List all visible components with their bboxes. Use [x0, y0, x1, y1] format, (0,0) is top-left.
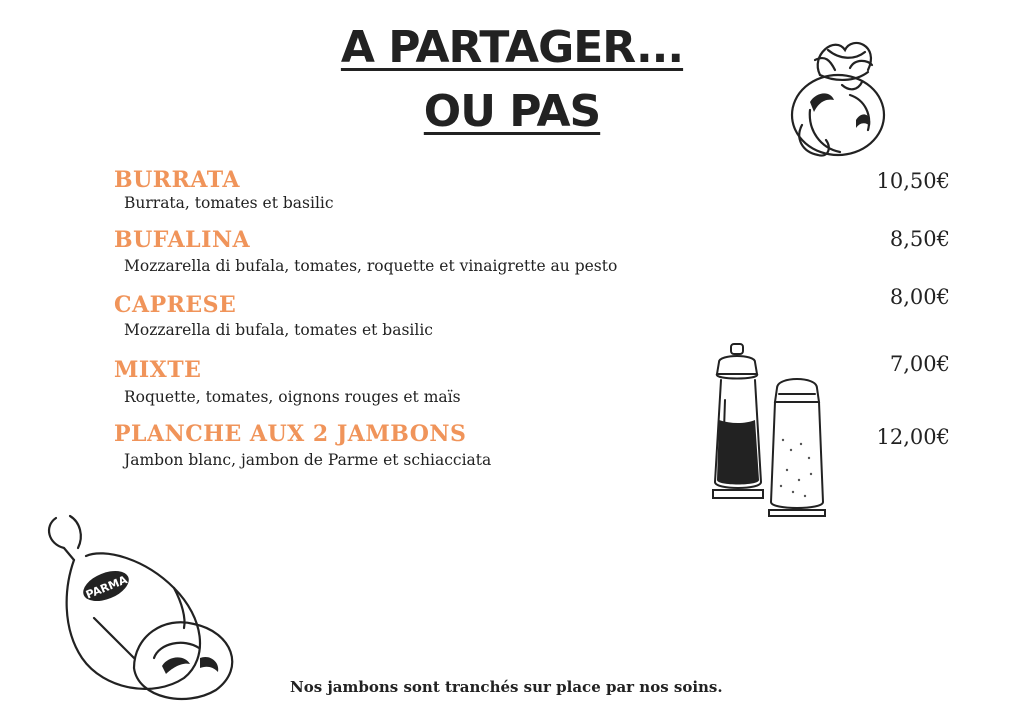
item-name: PLANCHE AUX 2 JAMBONS — [114, 421, 467, 447]
burrata-illustration — [780, 30, 900, 165]
item-description: Mozzarella di bufala, tomates et basilic — [124, 321, 433, 339]
salt-pepper-illustration — [705, 340, 830, 520]
item-description: Mozzarella di bufala, tomates, roquette et vinaigrette au pesto — [124, 257, 618, 275]
item-name: BUFALINA — [114, 227, 251, 253]
parma-label: PARMA — [83, 573, 130, 602]
item-description: Roquette, tomates, oignons rouges et maïs — [124, 388, 461, 406]
parma-ham-illustration — [34, 508, 244, 708]
item-description: Burrata, tomates et basilic — [124, 194, 334, 212]
item-price: 7,00€ — [889, 352, 950, 376]
item-price: 12,00€ — [876, 425, 950, 449]
item-price: 10,50€ — [876, 169, 950, 193]
item-name: MIXTE — [114, 357, 202, 383]
menu-title-line1: A PARTAGER... — [340, 22, 684, 73]
item-price: 8,50€ — [889, 227, 950, 251]
item-name: BURRATA — [114, 167, 240, 193]
footnote: Nos jambons sont tranchés sur place par nos soins. — [290, 678, 723, 696]
item-name: CAPRESE — [114, 292, 237, 318]
item-description: Jambon blanc, jambon de Parme et schiacciata — [124, 451, 492, 469]
item-price: 8,00€ — [889, 285, 950, 309]
menu-title-line2: OU PAS — [423, 86, 601, 137]
